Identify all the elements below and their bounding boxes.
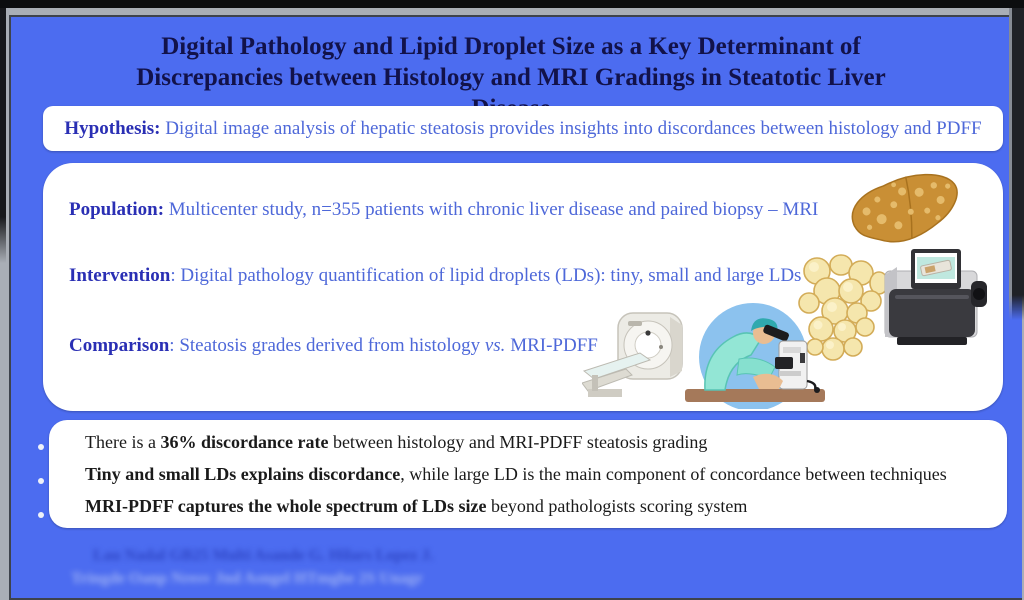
title-line-2: Discrepancies between Histology and MRI Gradings in Steatotic Liver (136, 64, 886, 91)
population-label: Population: (69, 199, 165, 220)
title-line-1: Digital Pathology and Lipid Droplet Size as a Key Determinant of (161, 33, 861, 60)
bullet-dot (38, 444, 44, 450)
finding-bullet-3: MRI-PDFF captures the whole spectrum of LDs size beyond pathologists scoring system (85, 495, 748, 516)
findings-box (49, 420, 1007, 528)
bullet-dot (38, 478, 44, 484)
screen-left-edge (0, 8, 6, 588)
hypothesis-box (43, 106, 1003, 151)
hypothesis-label: Hypothesis: (64, 117, 161, 139)
comparison-row: Comparison: Steatosis grades derived from histology vs. MRI-PDFF (69, 335, 598, 356)
comparison-label: Comparison (69, 335, 170, 356)
intervention-label: Intervention (69, 265, 171, 286)
intervention-row: Intervention: Digital pathology quantification of lipid droplets (LDs): tiny, small and large LDs (69, 265, 802, 286)
finding-bullet-2: Tiny and small LDs explains discordance, while large LD is the main component of concordance between techniques (85, 463, 947, 484)
population-row: Population: Multicenter study, n=355 patients with chronic liver disease and paired biopsy – MRI (69, 199, 819, 220)
window-top-bar (0, 0, 1024, 8)
bullet-dot (38, 512, 44, 518)
vs-italic: vs. (484, 335, 506, 356)
mri-scanner-icon (582, 309, 688, 405)
slide-scanner-icon (873, 245, 989, 351)
screen-right-edge (1009, 8, 1024, 320)
hypothesis-text: Hypothesis: Digital image analysis of hepatic steatosis provides insights into discordances between histology and PDFF (64, 117, 982, 139)
pathologist-microscope-icon (679, 297, 829, 409)
graphical-abstract-panel (9, 15, 1022, 600)
citation-line-1: Lau Nadal GB25 Multi Asande G. Hilars Lopez J. (93, 547, 434, 564)
finding-bullet-1: There is a 36% discordance rate between histology and MRI-PDFF steatosis grading (85, 431, 708, 452)
citation-line-2: Tringde Oanp Nresv Jnd Asngel HTmgbe 2S Unagr (71, 570, 423, 587)
